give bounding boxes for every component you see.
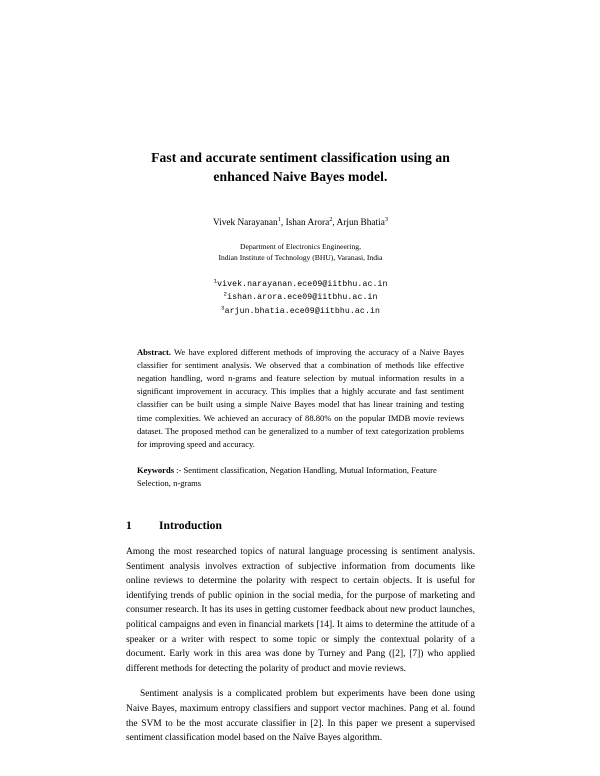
affiliation-line-2: Indian Institute of Technology (BHU), Varanasi, India [218, 253, 383, 263]
section-heading-introduction [126, 519, 475, 533]
section-number: 1 [126, 519, 132, 533]
abstract-section [126, 346, 475, 451]
email-address-3[interactable]: arjun.bhatia.ece09@iitbhu.ac.in [224, 306, 380, 316]
title-block [126, 148, 475, 187]
email-block [126, 278, 475, 318]
author-list: Vivek Narayanan$^1$, Ishan Arora$^2$, Arjun Bhatia$^3$ [212, 215, 389, 228]
author-marker-1: 1 [277, 215, 281, 223]
abstract-text: We have explored different methods of improving the accuracy of a Naive Bayes classifier for sentiment analysis. We observed that a combination of methods like effective negation handling, word n-grams and feature selection by mutual information results in a significant improvement in accuracy. This implies that a highly accurate and fast sentiment classifier can be built using a simple Naive Bayes model that has linear training and testing time complexities. We achieved an accuracy of 88.80% on the popular IMDB movie reviews dataset. The proposed method can be generalized to a number of text categorization problems for improving speed and accuracy. [137, 346, 464, 449]
author-name-1: Vivek Narayanan [212, 217, 278, 228]
affiliation-line-1: Department of Electronics Engineering, [239, 241, 362, 251]
paragraph-intro-2: Sentiment analysis is a complicated problem but experiments have been done using Naive Bayes, maximum entropy classifiers and support vector machines. Pang et al. found the SVM to be the most accurate classifier in [2]. In this paper we present a supervised sentiment classification model based on the Naïve Bayes algorithm. [126, 689, 475, 744]
affiliation-block [126, 241, 475, 265]
keywords-separator: :- [174, 464, 184, 475]
email-line-3 [126, 305, 475, 318]
email-line-2 [126, 291, 475, 304]
keywords-label: Keywords [137, 464, 175, 475]
email-address-1[interactable]: vivek.narayanan.ece09@iitbhu.ac.in [217, 280, 388, 290]
author-name-3: Arjun Bhatia [336, 217, 385, 228]
keywords-section [126, 464, 475, 490]
paper-page [126, 0, 475, 776]
abstract-label: Abstract. [137, 346, 171, 357]
page-title: Fast and accurate sentiment classification using an enhanced Naive Bayes model. [151, 150, 450, 185]
email-marker-3: 3 [220, 303, 225, 311]
paragraph-intro-1: Among the most researched topics of natural language processing is sentiment analysis. Sentiment analysis involves extraction of subjective information from documents like online reviews to determine the polarity with respect to certain objects. It is useful for identifying trends of public opinion in the social media, for the purpose of marketing and consumer research. It has its uses in getting customer feedback about new product launches, political campaigns and even in financial markets [14]. It aims to determine the attitude of a speaker or a writer with respect to some topic or simply the contextual polarity of a document. Early work in this area was done by Turney and Pang ([2], [7]) who applied different methods for detecting the polarity of product and movie reviews. [126, 546, 475, 674]
author-marker-2: 2 [329, 215, 333, 223]
author-name-2: Ishan Arora [285, 217, 330, 228]
keywords-text: Sentiment classification, Negation Handling, Mutual Information, Feature Selection, n-grams [137, 464, 437, 488]
email-line-1 [126, 278, 475, 291]
email-address-2[interactable]: ishan.arora.ece09@iitbhu.ac.in [227, 293, 378, 303]
email-marker-2: 2 [223, 290, 228, 298]
author-marker-3: 3 [384, 215, 389, 223]
section-title: Introduction [159, 519, 222, 533]
email-marker-1: 1 [213, 277, 218, 285]
